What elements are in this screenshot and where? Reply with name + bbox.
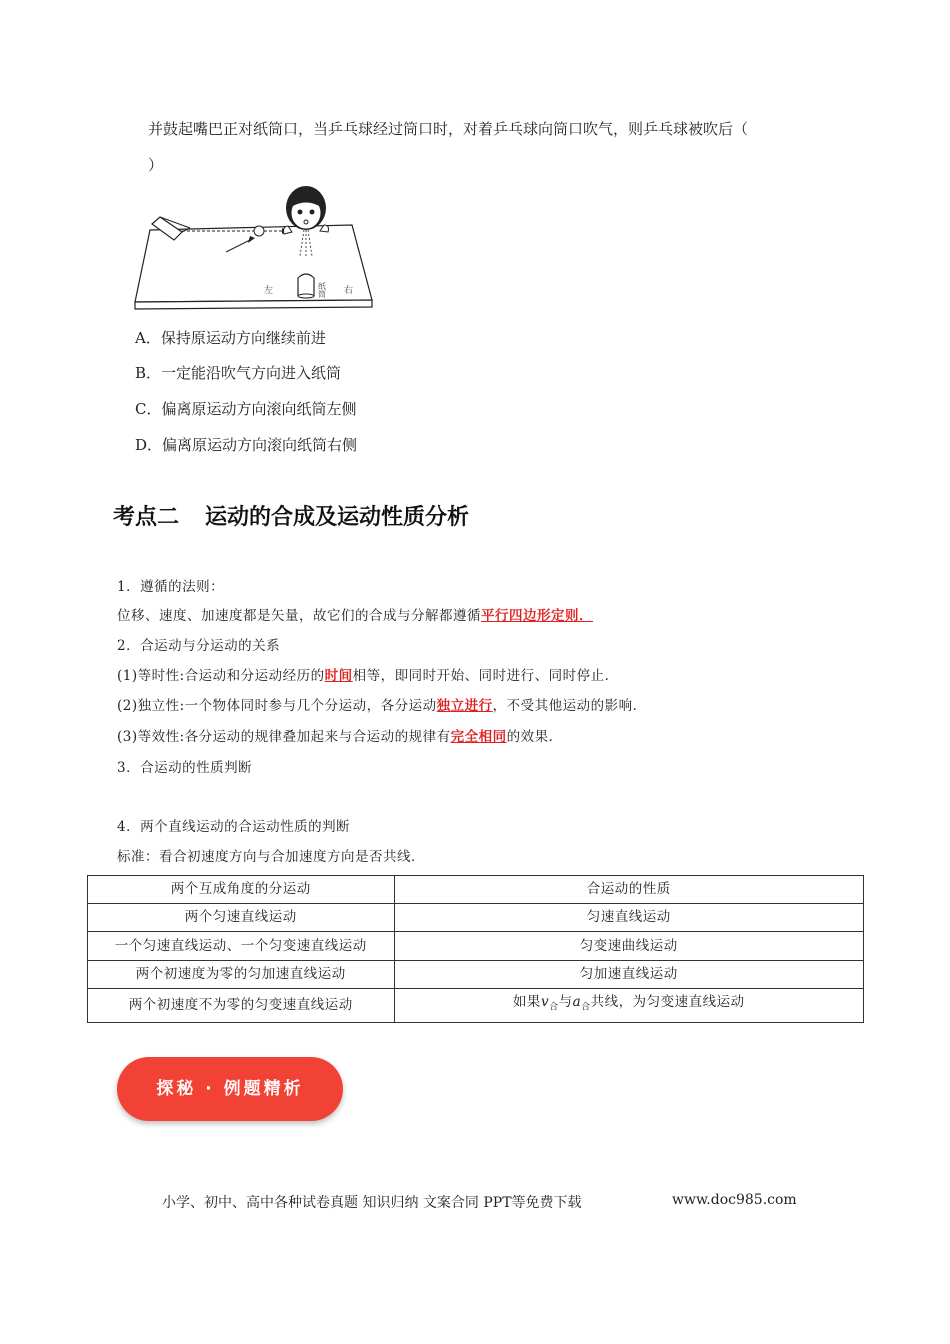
p2-item-2 — [117, 694, 647, 714]
p2-3-pre: (3)等效性:各分运动的规律叠加起来与合运动的规律有 — [117, 729, 451, 745]
label-tube: 纸筒 — [317, 282, 327, 298]
velocity-symbol: v — [540, 994, 550, 1010]
p1-text-body: 位移、速度、加速度都是矢量，故它们的合成与分解都遵循 — [117, 608, 481, 624]
table-header-cell: 两个互成角度的分运动 — [88, 876, 395, 904]
p2-title: 2．合运动与分运动的关系 — [117, 638, 281, 654]
table-cell: 两个初速度不为零的匀变速直线运动 — [88, 989, 395, 1023]
option-c[interactable]: C．偏离原运动方向滚向纸筒左侧 — [135, 400, 357, 418]
option-b[interactable]: B．一定能沿吹气方向进入纸筒 — [135, 364, 342, 382]
p2-2-post: ，不受其他运动的影响． — [492, 698, 647, 714]
p1-title: 1．遵循的法则： — [117, 579, 225, 595]
p2-2-pre: (2)独立性:一个物体同时参与几个分运动，各分运动 — [117, 698, 437, 714]
p4-standard: 标准：看合初速度方向与合加速度方向是否共线． — [117, 849, 425, 865]
table-row — [88, 989, 864, 1023]
p2-1-pre: (1)等时性:合运动和分运动经历的 — [117, 668, 325, 684]
motion-properties-table — [87, 875, 864, 1023]
acceleration-symbol: a — [572, 994, 582, 1010]
cell-text: 与 — [558, 994, 573, 1010]
section-heading-prefix: 考点二 — [113, 505, 180, 530]
p1-text — [117, 604, 593, 624]
p2-3-highlight: 完全相同 — [450, 729, 507, 745]
cell-text: 如果 — [512, 994, 541, 1010]
option-d[interactable]: D．偏离原运动方向滚向纸筒右侧 — [135, 436, 358, 454]
section-heading — [113, 500, 469, 531]
table-row — [88, 961, 864, 989]
p2-1-highlight: 时间 — [324, 668, 353, 684]
table-cell: 一个匀速直线运动、一个匀变速直线运动 — [88, 932, 395, 961]
cell-text: 共线，为匀变速直线运动 — [590, 994, 745, 1010]
section-heading-title: 运动的合成及运动性质分析 — [205, 505, 470, 530]
velocity-subscript: 合 — [549, 1002, 559, 1013]
table-cell: 两个初速度为零的匀加速直线运动 — [88, 961, 395, 989]
question-stem-line1: 并鼓起嘴巴正对纸筒口，当乒乓球经过筒口时，对着乒乓球向筒口吹气，则乒乓球被吹后（ — [148, 120, 749, 138]
option-a[interactable]: A．保持原运动方向继续前进 — [135, 329, 326, 347]
table-row — [88, 904, 864, 932]
p2-item-3 — [117, 725, 563, 745]
footer-url[interactable]: www.doc985.com — [672, 1192, 797, 1208]
p4-title: 4．两个直线运动的合运动性质的判断 — [117, 819, 351, 835]
p2-1-post: 相等，即同时开始、同时进行、同时停止． — [352, 668, 619, 684]
ping-pong-figure — [130, 180, 380, 310]
p2-3-post: 的效果． — [506, 729, 563, 745]
label-right: 右 — [344, 286, 354, 296]
table-cell — [394, 989, 863, 1023]
acceleration-subscript: 合 — [581, 1002, 591, 1013]
p2-item-1 — [117, 664, 619, 684]
p2-2-highlight: 独立进行 — [436, 698, 493, 714]
footer-text: 小学、初中、高中各种试卷真题 知识归纳 文案合同 PPT等免费下载 — [162, 1195, 582, 1211]
table-cell: 两个匀速直线运动 — [88, 904, 395, 932]
table-cell: 匀加速直线运动 — [394, 961, 863, 989]
table-header-cell: 合运动的性质 — [394, 876, 863, 904]
p1-highlight: 平行四边形定则． — [481, 608, 593, 624]
label-left: 左 — [264, 286, 274, 296]
example-badge: 探秘 · 例题精析 — [117, 1057, 343, 1121]
table-header-row — [88, 876, 864, 904]
question-stem-line2: ） — [148, 156, 164, 174]
table-cell: 匀速直线运动 — [394, 904, 863, 932]
table-cell: 匀变速曲线运动 — [394, 932, 863, 961]
p3-title: 3．合运动的性质判断 — [117, 760, 253, 776]
table-row — [88, 932, 864, 961]
